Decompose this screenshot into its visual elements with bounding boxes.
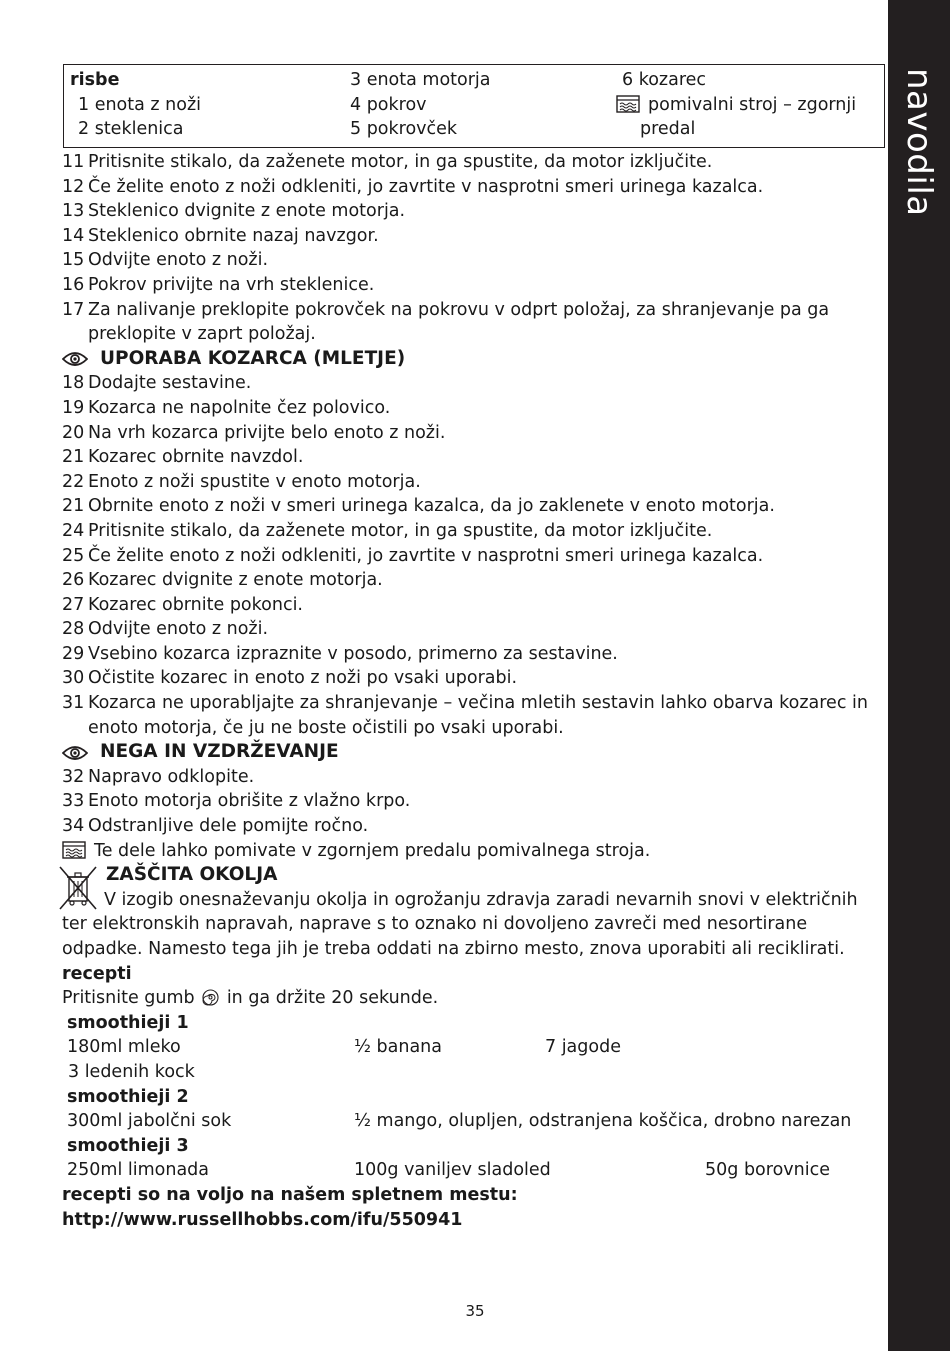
recipes-title: recepti bbox=[62, 963, 132, 984]
heading-text: NEGA IN VZDRŽEVANJE bbox=[100, 741, 339, 763]
step-item bbox=[62, 199, 872, 224]
ingredient: 180ml mleko bbox=[67, 1037, 181, 1058]
step-text: Očistite kozarec in enoto z noži po vsaki uporabi. bbox=[88, 668, 518, 689]
step-text: Pritisnite stikalo, da zaženete motor, in ga spustite, da motor izklјučite. bbox=[88, 520, 713, 541]
step-item bbox=[62, 470, 872, 495]
step-number: 24 bbox=[62, 520, 85, 541]
parts-column-3 bbox=[622, 68, 856, 142]
ingredient: 250ml limonada bbox=[67, 1160, 209, 1181]
step-item bbox=[62, 666, 872, 691]
environment-text bbox=[62, 888, 872, 962]
step-number: 17 bbox=[62, 299, 85, 320]
step-number: 13 bbox=[62, 201, 85, 222]
step-number: 20 bbox=[62, 422, 85, 443]
heading-text: ZAŠČITA OKOLJA bbox=[106, 864, 278, 886]
recipe-row bbox=[62, 1035, 872, 1060]
step-item bbox=[62, 765, 872, 790]
recipe-row bbox=[62, 1109, 872, 1134]
step-text: Enoto z noži spustite v enoto motorja. bbox=[88, 471, 421, 492]
ingredient: ½ banana bbox=[354, 1037, 442, 1058]
step-number: 27 bbox=[62, 594, 85, 615]
step-text: Za nalivanje preklopite pokrovček na pokrovu v odprt položaj, za shranjevanje pa ga preklopite v zaprt položaj. bbox=[88, 299, 830, 345]
recipe-title: smoothieji 1 bbox=[67, 1012, 189, 1033]
step-text: Kozarec obrnite pokonci. bbox=[88, 594, 303, 615]
parts-title: risbe bbox=[70, 70, 120, 90]
step-item bbox=[62, 175, 872, 200]
parts-item: predal bbox=[640, 119, 696, 139]
section-heading-environment bbox=[104, 863, 872, 888]
step-number: 33 bbox=[62, 791, 85, 812]
step-item bbox=[62, 421, 872, 446]
step-text: Na vrh kozarca privijte belo enoto z noži. bbox=[88, 422, 446, 443]
step-item bbox=[62, 568, 872, 593]
step-number: 16 bbox=[62, 274, 85, 295]
step-text: Obrnite enoto z noži v smeri urinega kazalca, da jo zaklenete v enoto motorja. bbox=[88, 496, 775, 517]
step-number: 31 bbox=[62, 693, 85, 714]
heading-text: UPORABA KOZARCA (MLETJE) bbox=[100, 347, 406, 369]
step-item bbox=[62, 544, 872, 569]
parts-item: 2 steklenica bbox=[78, 119, 184, 139]
parts-box bbox=[63, 64, 885, 148]
step-number: 25 bbox=[62, 545, 85, 566]
step-item bbox=[62, 445, 872, 470]
dishwasher-note bbox=[62, 839, 872, 864]
steps-list-a bbox=[62, 150, 872, 347]
instructions bbox=[62, 150, 872, 1232]
step-item bbox=[62, 494, 872, 519]
step-text: Odstranljive dele pomijte ročno. bbox=[88, 816, 369, 837]
ingredient: 3 ledenih kock bbox=[68, 1061, 195, 1082]
step-number: 21 bbox=[62, 496, 85, 517]
step-text: Enoto motorja obrišite z vlažno krpo. bbox=[88, 791, 411, 812]
step-text: Pokrov privijte na vrh steklenice. bbox=[88, 274, 375, 295]
spiral-button-icon bbox=[202, 989, 219, 1006]
step-number: 18 bbox=[62, 373, 85, 394]
step-text: Dodajte sestavine. bbox=[88, 373, 252, 394]
step-text: Kozarec dvignite z enote motorja. bbox=[88, 570, 383, 591]
dishwasher-icon bbox=[62, 841, 86, 859]
step-item bbox=[62, 617, 872, 642]
eye-icon bbox=[62, 745, 88, 761]
step-text: Napravo odklopite. bbox=[88, 766, 255, 787]
parts-item: 4 pokrov bbox=[350, 94, 427, 115]
step-text: Vsebino kozarca izpraznite v posodo, primerno za sestavine. bbox=[88, 643, 618, 664]
ingredient: 300ml jabolčni sok bbox=[67, 1111, 232, 1132]
step-item bbox=[62, 298, 872, 347]
step-item bbox=[62, 593, 872, 618]
parts-column-1 bbox=[70, 68, 201, 142]
step-number: 34 bbox=[62, 816, 85, 837]
step-item bbox=[62, 150, 872, 175]
parts-item: 6 kozarec bbox=[622, 70, 707, 90]
step-item bbox=[62, 224, 872, 249]
step-number: 28 bbox=[62, 619, 85, 640]
environment-paragraph: V izogib onesnaževanju okolja in ogrožanju zdravja zaradi nevarnih snovi v električnih ter elektronskih napravah, naprave s to oznako ni dovoljeno zavreči med nesortirane odpadke. Namesto tega jih je treba oddati na zbirno mesto, znova uporabiti ali reciklirati. bbox=[62, 889, 858, 959]
parts-item: 3 enota motorja bbox=[350, 70, 491, 90]
step-text: Kozarec obrnite navzdol. bbox=[88, 447, 304, 468]
step-number: 15 bbox=[62, 250, 85, 271]
parts-item: 5 pokrovček bbox=[350, 119, 458, 139]
step-text: Odvijte enoto z noži. bbox=[88, 250, 269, 271]
ingredient: 50g borovnice bbox=[705, 1160, 830, 1181]
step-number: 32 bbox=[62, 766, 85, 787]
step-number: 22 bbox=[62, 471, 85, 492]
ingredient: 100g vaniljev sladoled bbox=[354, 1160, 551, 1181]
recipes-more-text: recepti so na voljo na našem spletnem mestu: bbox=[62, 1184, 518, 1205]
step-text: Kozarca ne uporabljajte za shranjevanje – večina mletih sestavin lahko obarva kozarec in enoto motorja, če ju ne boste očistili po vsaki uporabi. bbox=[88, 693, 868, 738]
recipes-press-after: in ga držite 20 sekunde. bbox=[226, 988, 439, 1009]
crossed-bin-icon bbox=[56, 865, 100, 911]
step-item bbox=[62, 642, 872, 667]
steps-list-b bbox=[62, 371, 872, 740]
section-heading-grinding bbox=[62, 347, 872, 372]
step-item bbox=[62, 248, 872, 273]
step-item bbox=[62, 273, 872, 298]
step-item bbox=[62, 789, 872, 814]
step-number: 26 bbox=[62, 570, 85, 591]
step-text: Pritisnite stikalo, da zaženete motor, in ga spustite, da motor izklјučite. bbox=[88, 152, 713, 172]
recipes-press-before: Pritisnite gumb bbox=[62, 988, 195, 1009]
sidebar-tab bbox=[888, 0, 950, 1351]
parts-item: 1 enota z noži bbox=[78, 94, 202, 115]
step-text: Steklenico obrnite nazaj navzgor. bbox=[88, 225, 379, 246]
parts-dishwasher-row bbox=[616, 93, 856, 118]
recipe-title: smoothieji 3 bbox=[67, 1135, 189, 1156]
environment-section bbox=[62, 863, 872, 961]
parts-column-2 bbox=[350, 68, 491, 142]
page-number: 35 bbox=[465, 1302, 485, 1320]
recipes-url-link[interactable]: http://www.russellhobbs.com/ifu/550941 bbox=[62, 1209, 463, 1230]
step-text: Odvijte enoto z noži. bbox=[88, 619, 269, 640]
step-number: 12 bbox=[62, 176, 85, 197]
step-item bbox=[62, 814, 872, 839]
step-text: Steklenico dvignite z enote motorja. bbox=[88, 201, 406, 222]
step-number: 21 bbox=[62, 447, 85, 468]
step-item bbox=[62, 519, 872, 544]
steps-list-c bbox=[62, 765, 872, 839]
recipe-title: smoothieji 2 bbox=[67, 1086, 189, 1107]
ingredient: ½ mango, olupljen, odstranjena koščica, drobno narezan bbox=[354, 1111, 852, 1132]
dishwasher-note-text: Te dele lahko pomivate v zgornjem predalu pomivalnega stroja. bbox=[94, 840, 651, 861]
ingredient: 7 jagode bbox=[545, 1037, 621, 1058]
parts-item: pomivalni stroj – zgornji bbox=[648, 94, 857, 115]
step-number: 11 bbox=[62, 152, 85, 172]
step-number: 29 bbox=[62, 643, 85, 664]
step-text: Če želite enoto z noži odkleniti, jo zavrtite v nasprotni smeri urinega kazalca. bbox=[88, 176, 764, 197]
step-number: 14 bbox=[62, 225, 85, 246]
step-text: Če želite enoto z noži odkleniti, jo zavrtite v nasprotni smeri urinega kazalca. bbox=[88, 545, 764, 566]
step-number: 19 bbox=[62, 397, 85, 418]
recipes-instruction bbox=[62, 986, 872, 1011]
eye-icon bbox=[62, 351, 88, 367]
step-text: Kozarca ne napolnite čez polovico. bbox=[88, 397, 391, 418]
step-item bbox=[62, 396, 872, 421]
step-item bbox=[62, 691, 872, 740]
dishwasher-icon bbox=[616, 95, 640, 113]
step-number: 30 bbox=[62, 668, 85, 689]
recipe-row bbox=[62, 1158, 872, 1183]
step-item bbox=[62, 371, 872, 396]
sidebar-label: navodila bbox=[899, 68, 939, 217]
section-heading-care bbox=[62, 740, 872, 765]
